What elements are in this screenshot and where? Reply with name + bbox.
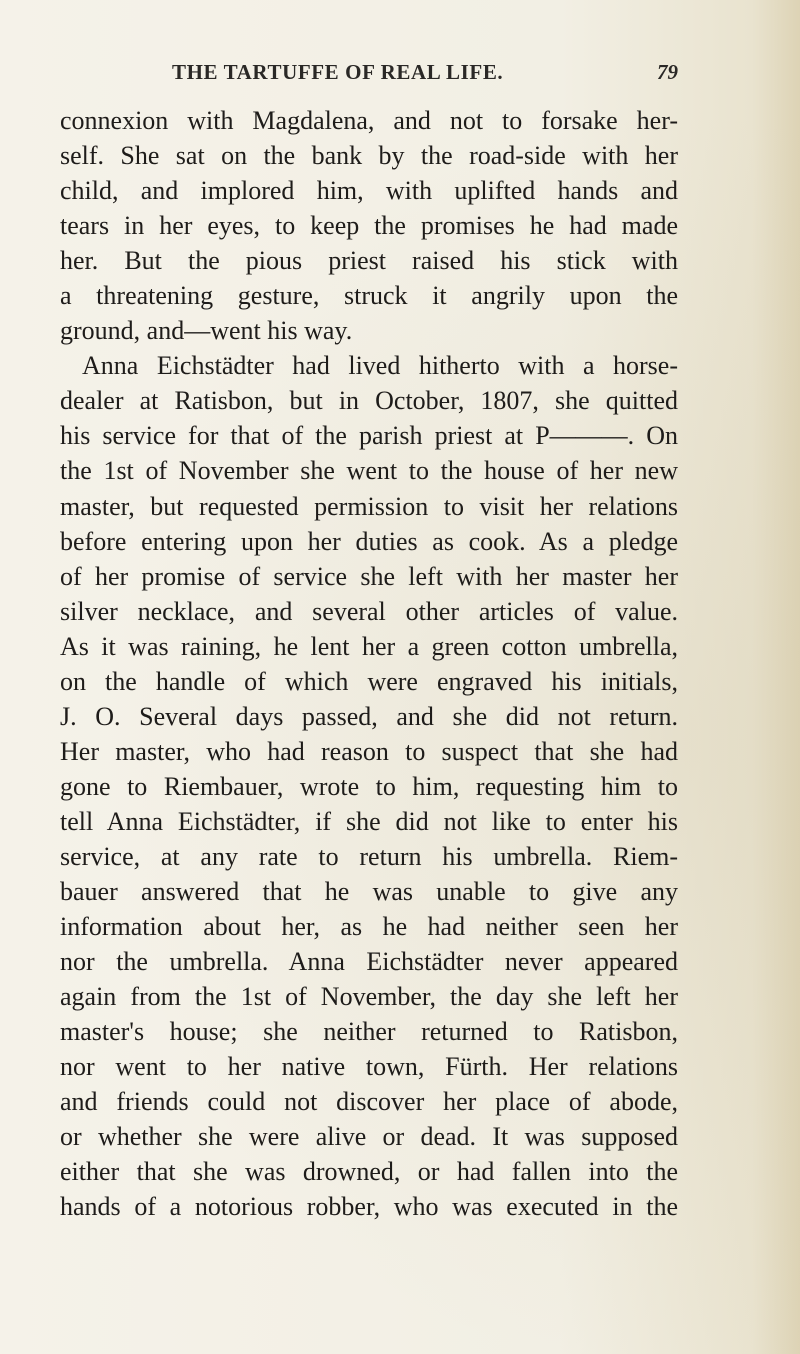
text-line: or whether she were alive or dead. It was supposed — [60, 1122, 678, 1152]
text-line: a threatening gesture, struck it angrily upon the — [60, 281, 678, 311]
text-line: gone to Riembauer, wrote to him, requesting him to — [60, 771, 678, 801]
text-line: dealer at Ratisbon, but in October, 1807, she quitted — [60, 386, 678, 416]
text-line: the 1st of November she went to the house of her new — [60, 456, 678, 486]
text-line: either that she was drowned, or had fallen into the — [60, 1157, 678, 1187]
text-line: tell Anna Eichstädter, if she did not like to enter his — [60, 806, 678, 836]
text-line: ground, and—went his way. — [60, 316, 353, 346]
text-line: master, but requested permission to visit her relations — [60, 491, 678, 521]
text-line: Her master, who had reason to suspect that she had — [60, 736, 678, 766]
text-line: information about her, as he had neither seen her — [60, 912, 678, 942]
text-line: her. But the pious priest raised his stick with — [60, 246, 678, 276]
text-line: again from the 1st of November, the day she left her — [60, 982, 678, 1012]
text-line: hands of a notorious robber, who was executed in the — [60, 1192, 678, 1222]
text-line: child, and implored him, with uplifted hands and — [60, 176, 678, 206]
text-line: self. She sat on the bank by the road-side with her — [60, 141, 678, 171]
body-text — [60, 103, 678, 1225]
text-line: nor went to her native town, Fürth. Her relations — [60, 1052, 678, 1082]
paragraph-start-line: Anna Eichstädter had lived hitherto with a horse- — [82, 351, 678, 381]
text-line: of her promise of service she left with her master her — [60, 561, 678, 591]
text-line: before entering upon her duties as cook. As a pledge — [60, 526, 678, 556]
text-line: J. O. Several days passed, and she did not return. — [60, 701, 678, 731]
text-line: and friends could not discover her place of abode, — [60, 1087, 678, 1117]
text-line: silver necklace, and several other articles of value. — [60, 596, 678, 626]
text-line: As it was raining, he lent her a green cotton umbrella, — [60, 631, 678, 661]
text-line: connexion with Magdalena, and not to forsake her- — [60, 106, 678, 135]
text-line: service, at any rate to return his umbrella. Riem- — [60, 841, 678, 871]
text-line: tears in her eyes, to keep the promises he had made — [60, 211, 678, 241]
page-number: 79 — [657, 60, 678, 84]
text-line: on the handle of which were engraved his initials, — [60, 666, 678, 696]
page-header — [60, 60, 678, 90]
text-line: bauer answered that he was unable to give any — [60, 877, 678, 907]
text-line: nor the umbrella. Anna Eichstädter never appeared — [60, 947, 678, 977]
running-title: THE TARTUFFE OF REAL LIFE. — [172, 60, 504, 84]
text-line: his service for that of the parish priest at P———. On — [60, 421, 678, 451]
text-line: master's house; she neither returned to Ratisbon, — [60, 1017, 678, 1047]
